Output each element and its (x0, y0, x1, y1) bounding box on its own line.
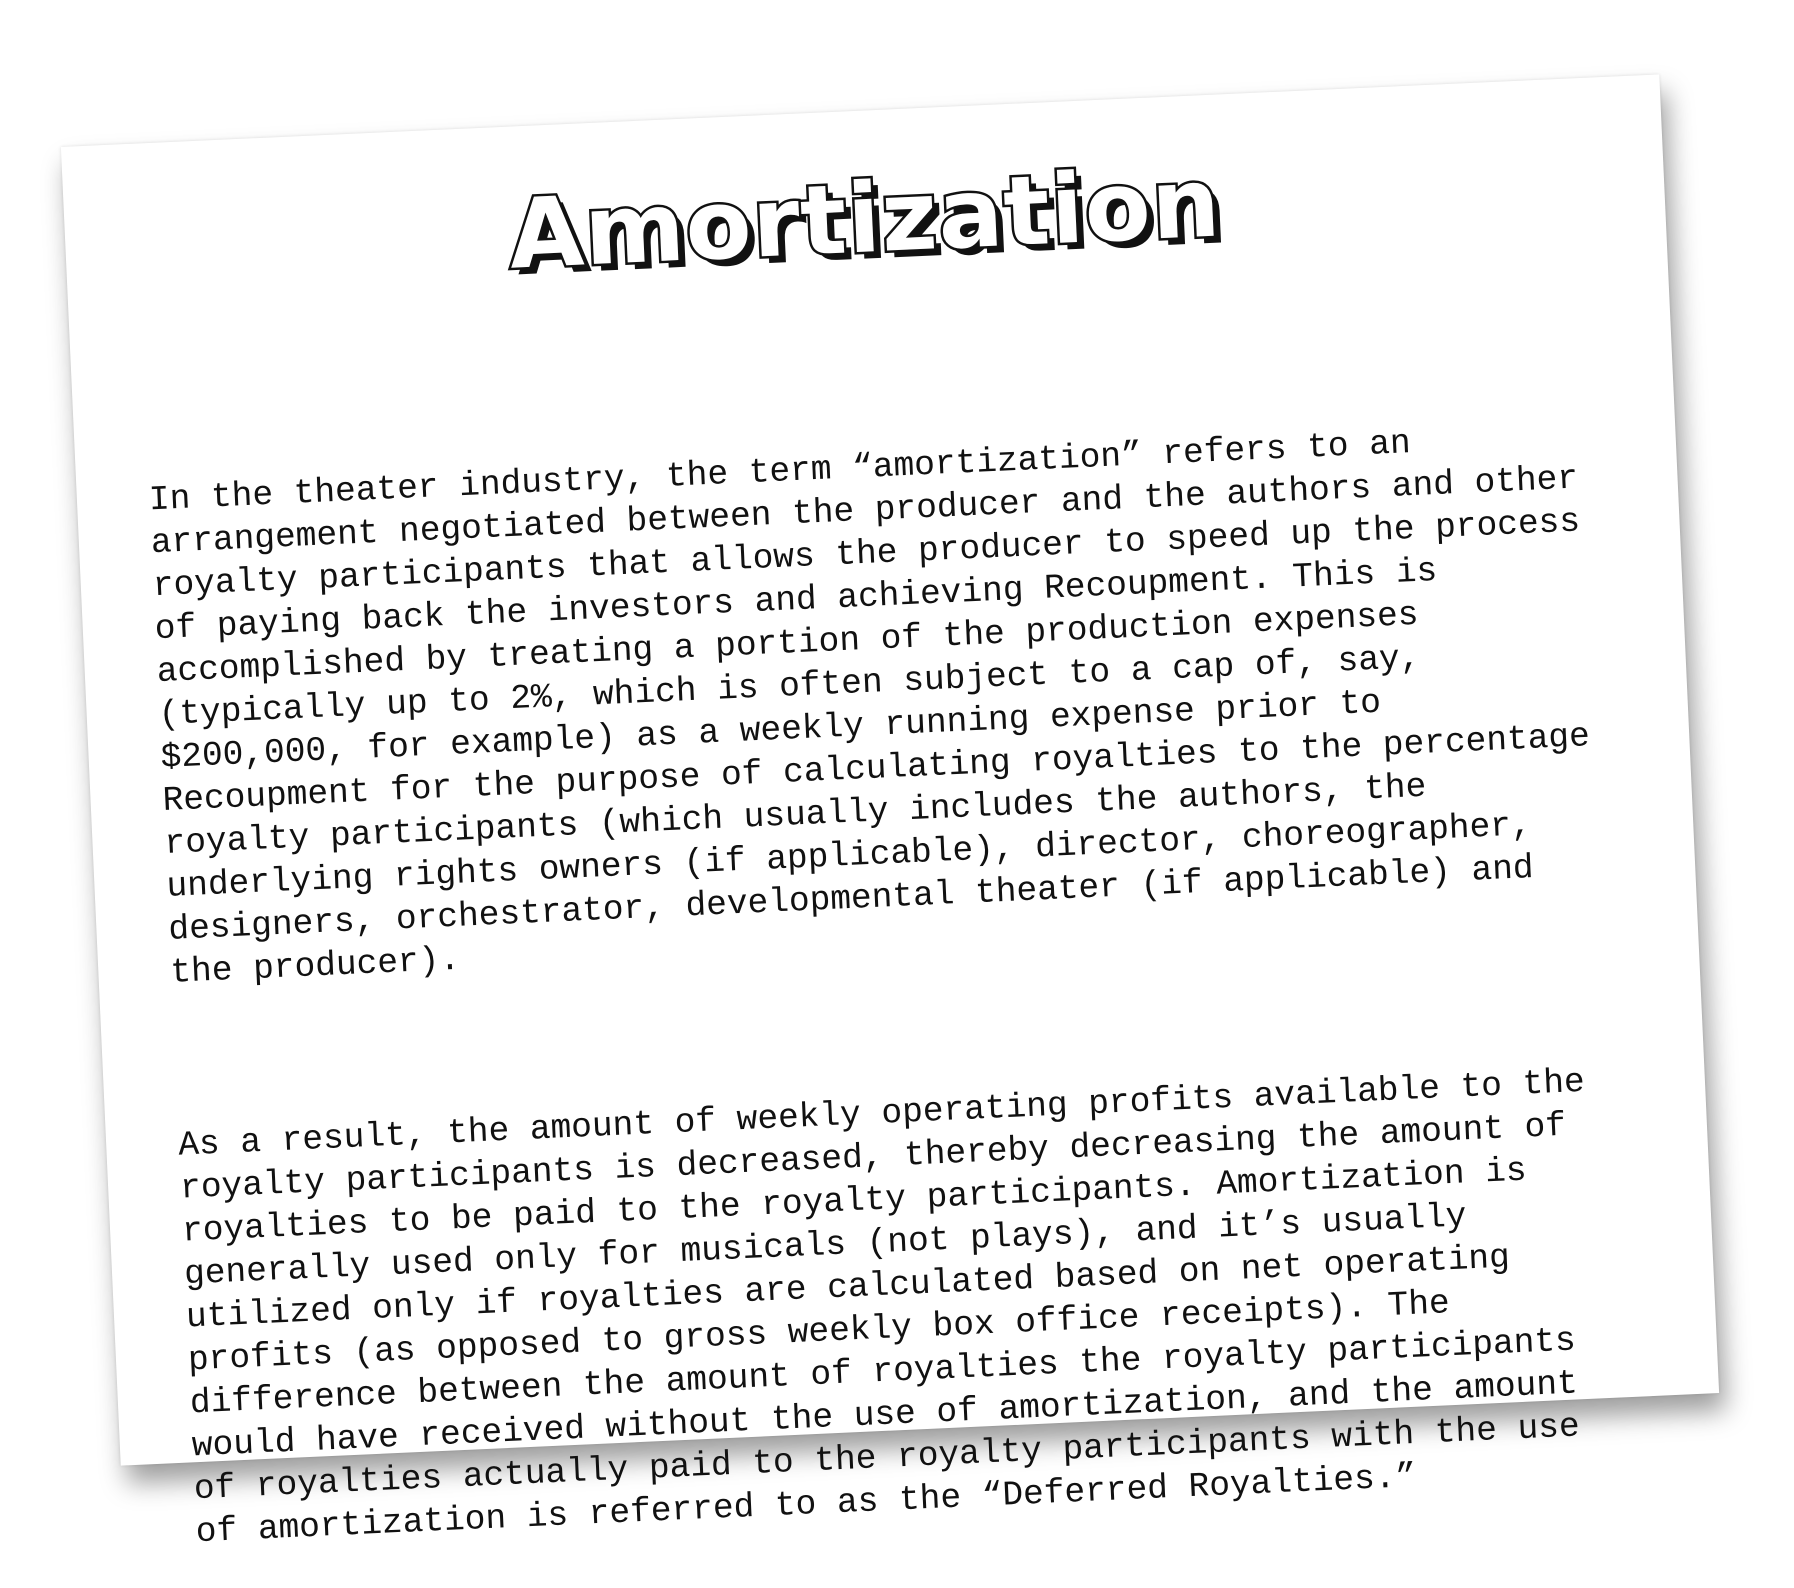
paragraph-1: In the theater industry, the term “amortization” refers to an arrangement negotiated between the producer and the authors and other royalty participants that allows the producer to speed up the process of paying back the investors and achieving Recoupment. This is accomplished by treating a portion of the production expenses (typically up to 2%, which is often subject to a cap of, say, $200,000, for example) as a weekly running expense prior to Recoupment for the purpose of calculating royalties to the percentage royalty participants (which usually includes the authors, the underlying rights owners (if applicable), director, choreographer, designers, orchestrator, developmental theater (if applicable) and the producer). (148, 424, 1591, 993)
paragraph-2: As a result, the amount of weekly operating profits available to the royalty participants is decreased, thereby decreasing the amount of royalties to be paid to the royalty participants. Amortization is generally used only for musicals (not plays), and it’s usually utilized only if royalties are calculated based on net operating profits (as opposed to gross weekly box office receipts). The difference between the amount of royalties the royalty participants would have received without the use of amortization, and the amount of royalties actually paid to the royalty participants with the use of amortization is referred to as the “Deferred Royalties.” (177, 1062, 1586, 1553)
document-body (144, 327, 1667, 1588)
paper-sheet (61, 74, 1719, 1553)
document-title: Amortization (506, 146, 1224, 291)
